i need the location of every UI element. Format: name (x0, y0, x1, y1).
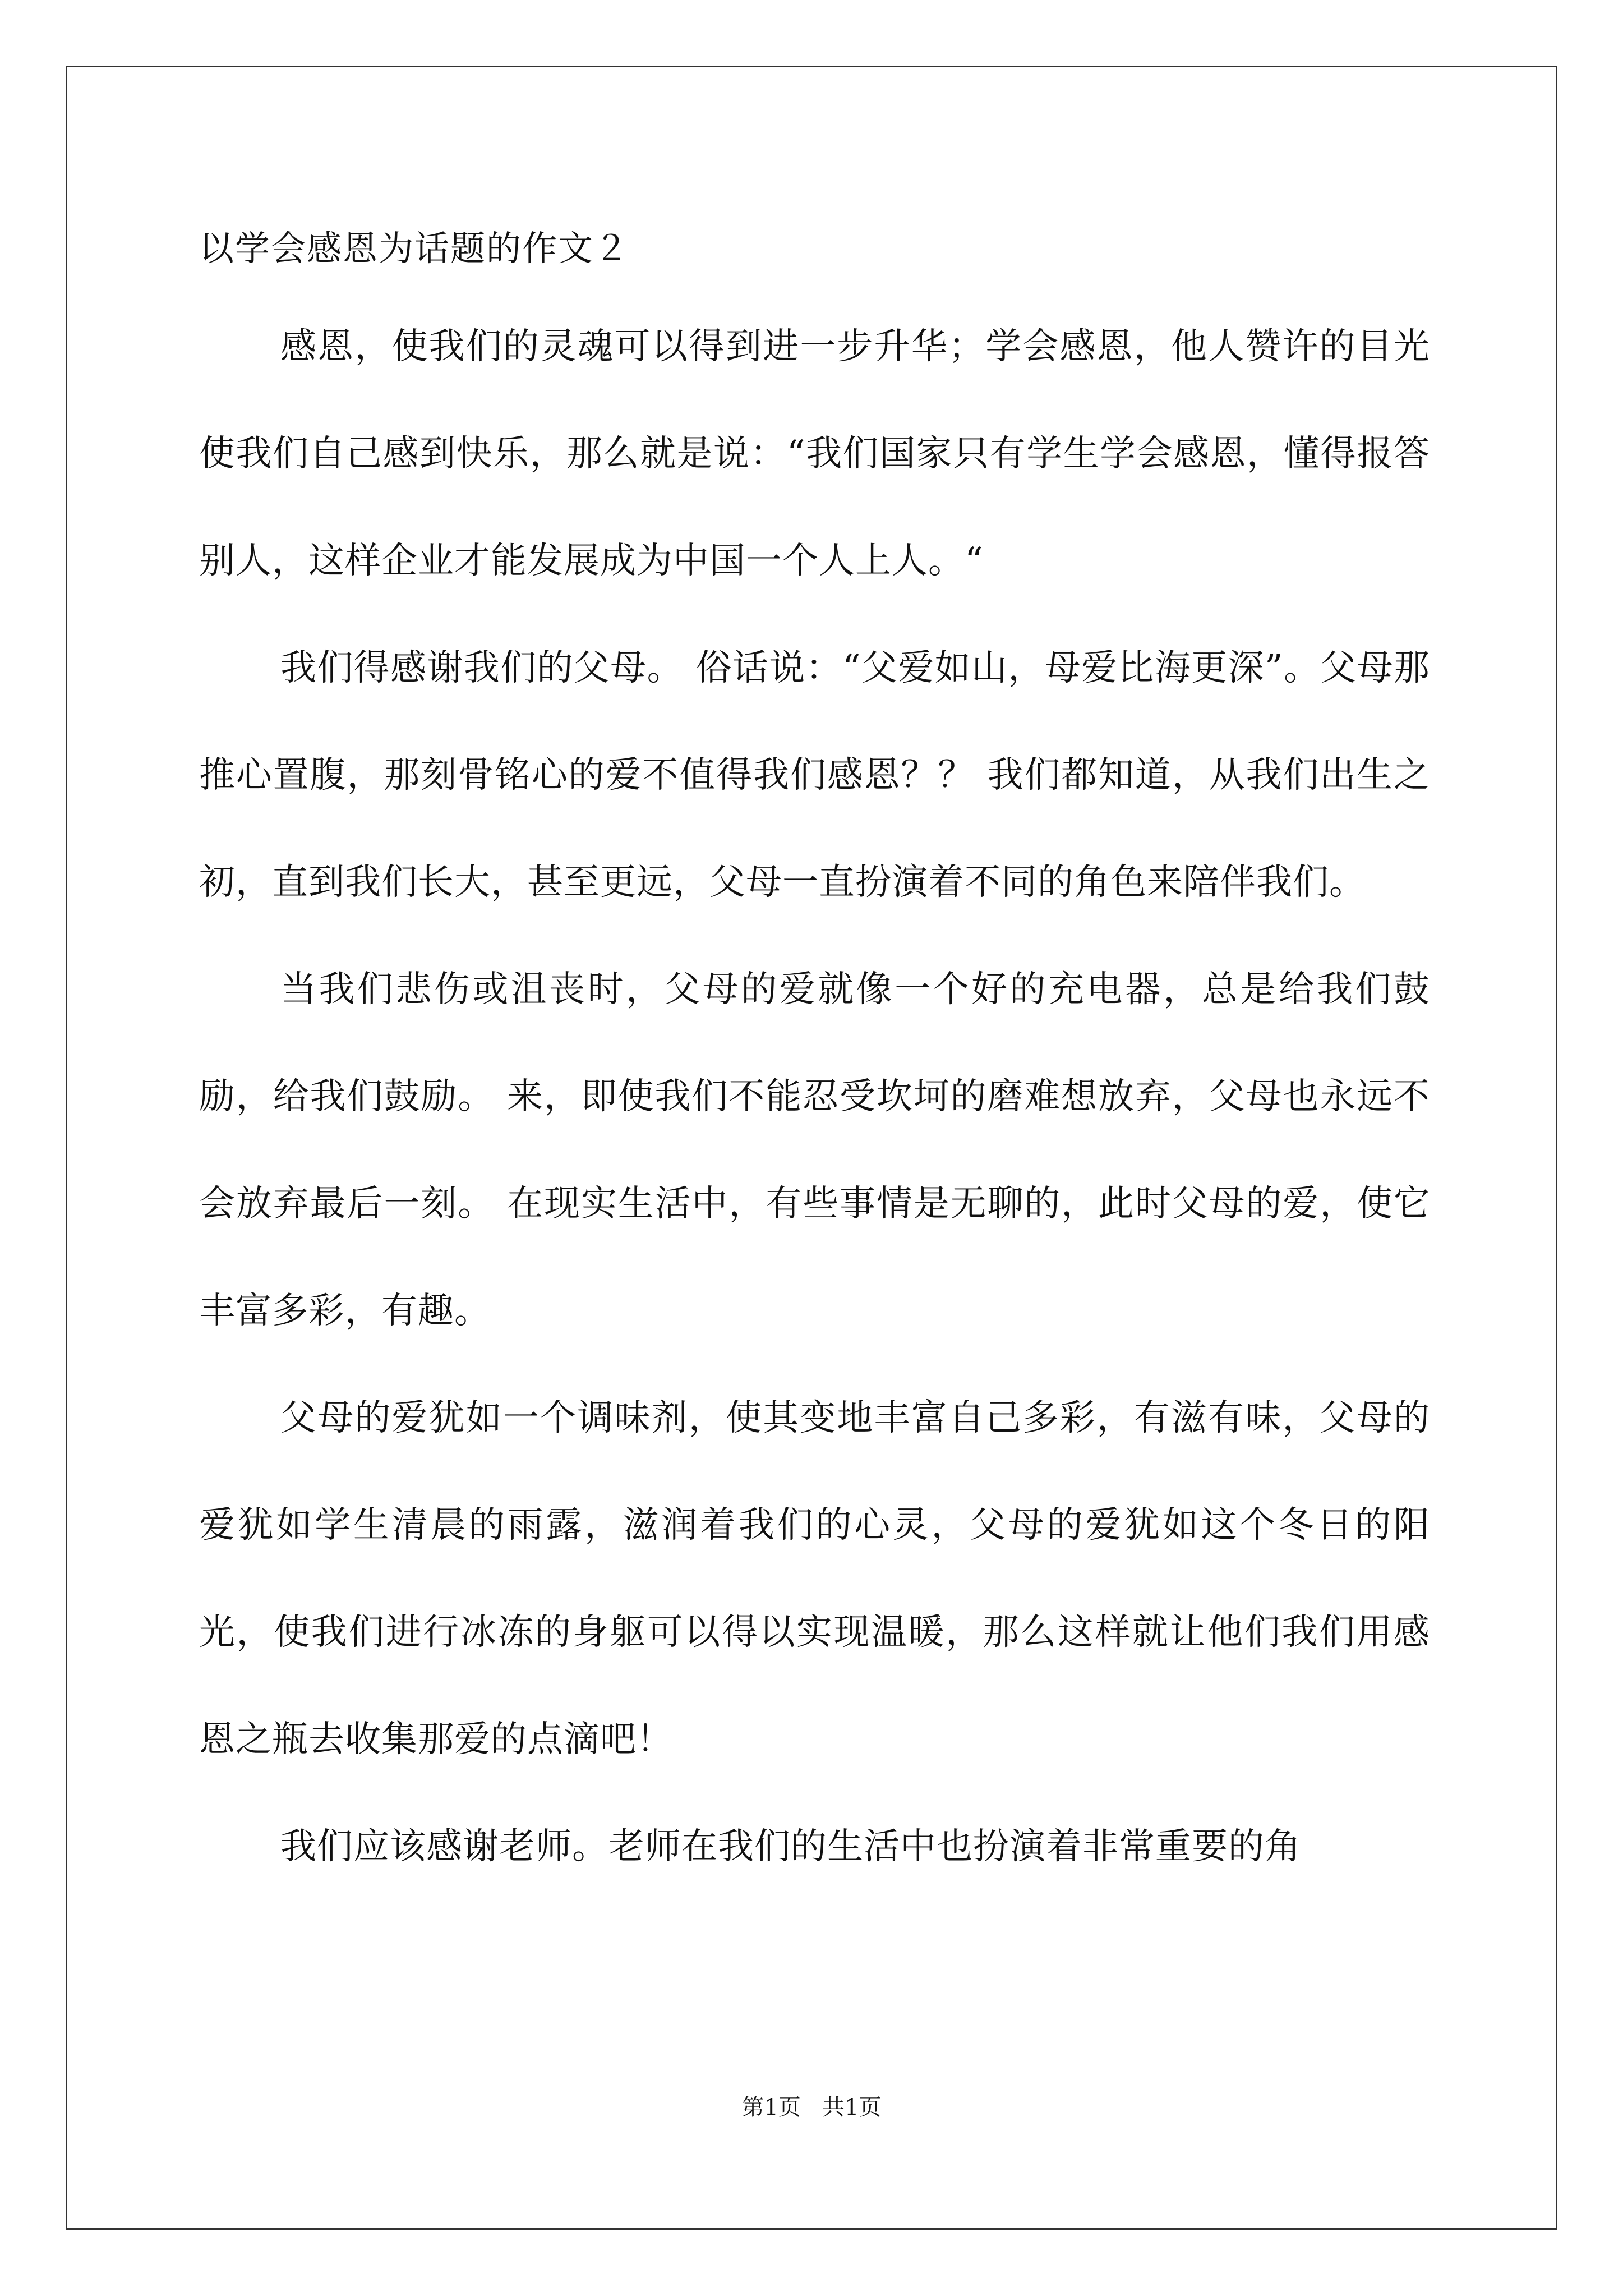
document-body (199, 227, 1430, 1901)
paragraph-4: 父母的爱犹如一个调味剂，使其变地丰富自己多彩，有滋有味，父母的爱犹如学生清晨的雨露，滋润着我们的心灵，父母的爱犹如这个冬日的阳光，使我们进行冰冻的身躯可以得以实现温暖，那么这样就让他们我们用感恩之瓶去收集那爱的点滴吧！ (199, 1397, 1430, 1760)
document-title: 以学会感恩为话题的作文２ (199, 228, 630, 269)
paragraph-5: 我们应该感谢老师。老师在我们的生活中也扮演着非常重要的角 (280, 1826, 1301, 1867)
page-number-footer: 第1页 共1页 (741, 2095, 882, 2120)
paragraph-2: 我们得感谢我们的父母。 俗话说：“父爱如山，母爱比海更深”。父母那推心置腹，那刻骨铭心的爱不值得我们感恩？？ 我们都知道，从我们出生之初，直到我们长大，甚至更远，父母一直扮演着不同的角色来陪伴我们。 (199, 647, 1430, 903)
paragraph-1: 感恩，使我们的灵魂可以得到进一步升华；学会感恩，他人赞许的目光使我们自己感到快乐，那么就是说：“我们国家只有学生学会感恩，懂得报答别人，这样企业才能发展成为中国一个人上人。“ (199, 326, 1430, 582)
paragraph-3: 当我们悲伤或沮丧时，父母的爱就像一个好的充电器，总是给我们鼓励，给我们鼓励。 来，即使我们不能忍受坎坷的磨难想放弃，父母也永远不会放弃最后一刻。 在现实生活中，有些事情是无聊的，此时父母的爱，使它丰富多彩，有趣。 (199, 969, 1430, 1332)
